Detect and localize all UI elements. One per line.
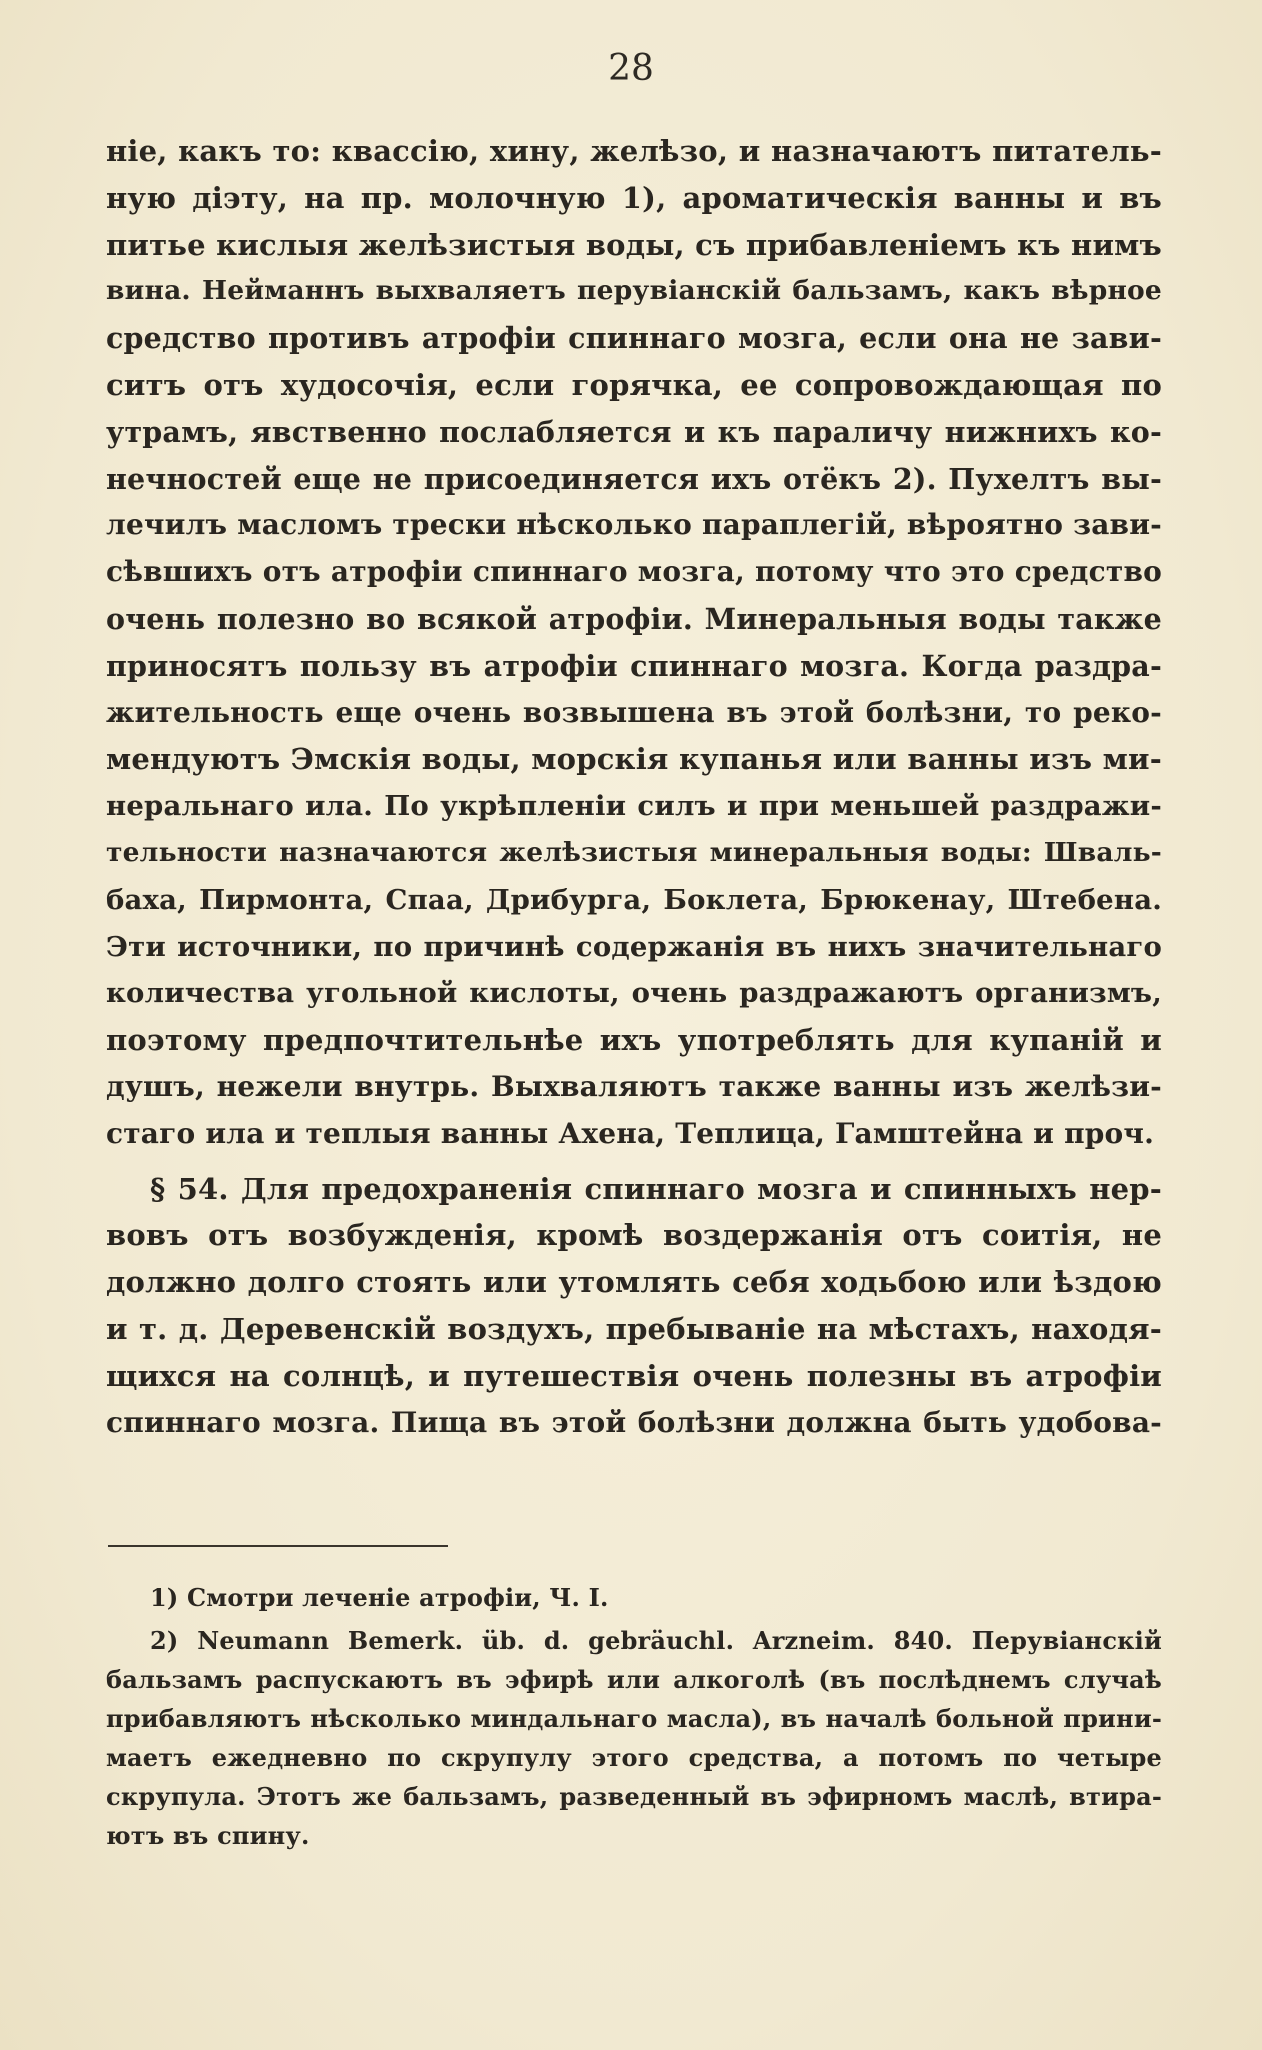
text-line: щихся на солнцѣ, и путешествія очень полезны въ атрофіи <box>106 1358 1162 1393</box>
text-line: должно долго стоять или утомлять себя ходьбою или ѣздою <box>106 1265 1162 1300</box>
text-line: приносятъ пользу въ атрофіи спиннаго мозга. Когда раздра- <box>106 648 1162 683</box>
footnote-2-line: прибавляютъ нѣсколько миндальнаго масла), въ началѣ больной прини- <box>106 1704 1162 1733</box>
text-line: поэтому предпочтительнѣе ихъ употреблять для купаній и <box>106 1023 1162 1058</box>
footnote-2-line: ютъ въ спину. <box>106 1821 310 1850</box>
footnote-2-line: скрупула. Этотъ же бальзамъ, разведенный въ эфирномъ маслѣ, втира- <box>106 1782 1162 1811</box>
footnote-divider <box>108 1545 448 1547</box>
main-text <box>106 128 1162 1446</box>
text-line: очень полезно во всякой атрофіи. Минеральныя воды также <box>106 601 1162 636</box>
text-line: ніе, какъ то: квассію, хину, желѣзо, и назначаютъ питатель- <box>106 134 1162 168</box>
section-54-line: § 54. Для предохраненія спиннаго мозга и спинныхъ нер- <box>150 1171 1162 1206</box>
text-line: средство противъ атрофіи спиннаго мозга, если она не зави- <box>106 321 1162 356</box>
text-line: баха, Пирмонта, Спаа, Дрибурга, Боклета, Брюкенау, Штебена. <box>106 883 1162 916</box>
text-line: спиннаго мозга. Пища въ этой болѣзни должна быть удобова- <box>106 1405 1162 1439</box>
text-line: утрамъ, явственно послабляется и къ параличу нижнихъ ко- <box>106 414 1162 449</box>
text-line: сѣвшихъ отъ атрофіи спиннаго мозга, потому что это средство <box>106 555 1162 589</box>
page-number: 28 <box>608 48 654 89</box>
text-line: вина. Нейманнъ выхваляетъ перувіанскій бальзамъ, какъ вѣрное <box>106 275 1162 307</box>
text-line: жительность еще очень возвышена въ этой болѣзни, то реко- <box>106 695 1162 729</box>
footnote-2-line: 2) Neumann Bemerk. üb. d. gebräuchl. Arzneim. 840. Перувіанскій <box>150 1626 1162 1655</box>
text-line: количества угольной кислоты, очень раздражаютъ организмъ, <box>106 977 1162 1010</box>
text-line: душъ, нежели внутрь. Выхваляютъ также ванны изъ желѣзи- <box>106 1069 1162 1103</box>
text-line: лечилъ масломъ трески нѣсколько параплегій, вѣроятно зави- <box>106 508 1162 542</box>
text-line: стаго ила и теплыя ванны Ахена, Теплица, Гамштейна и проч. <box>106 1116 1155 1150</box>
text-line: ситъ отъ худосочія, если горячка, ее сопровождающая по <box>106 367 1162 402</box>
text-line: и т. д. Деревенскій воздухъ, пребываніе на мѣстахъ, находя- <box>106 1311 1162 1346</box>
text-line: мендуютъ Эмскія воды, морскія купанья или ванны изъ ми- <box>106 742 1162 777</box>
footnote-2-line: маетъ ежедневно по скрупулу этого средства, а потомъ по четыре <box>106 1743 1162 1772</box>
text-line: Эти источники, по причинѣ содержанія въ нихъ значительнаго <box>106 930 1162 963</box>
text-line: вовъ отъ возбужденія, кромѣ воздержанія отъ соитія, не <box>106 1218 1162 1253</box>
text-line: питье кислыя желѣзистыя воды, съ прибавленіемъ къ нимъ <box>106 227 1162 262</box>
paragraph-gap <box>106 1158 1162 1166</box>
footnote-2-line: бальзамъ распускаютъ въ эфирѣ или алкоголѣ (въ послѣднемъ случаѣ <box>106 1665 1162 1694</box>
text-line: нечностей еще не присоединяется ихъ отёкъ 2). Пухелтъ вы- <box>106 461 1162 496</box>
footnote-1: 1) Смотри леченіе атрофіи, Ч. I. <box>150 1583 609 1612</box>
text-line: тельности назначаются желѣзистыя минеральныя воды: Шваль- <box>106 836 1162 868</box>
text-line: неральнаго ила. По укрѣпленіи силъ и при меньшей раздражи- <box>106 790 1162 823</box>
text-line: ную діэту, на пр. молочную 1), ароматическія ванны и въ <box>106 180 1162 215</box>
footnotes <box>106 1578 1162 1855</box>
